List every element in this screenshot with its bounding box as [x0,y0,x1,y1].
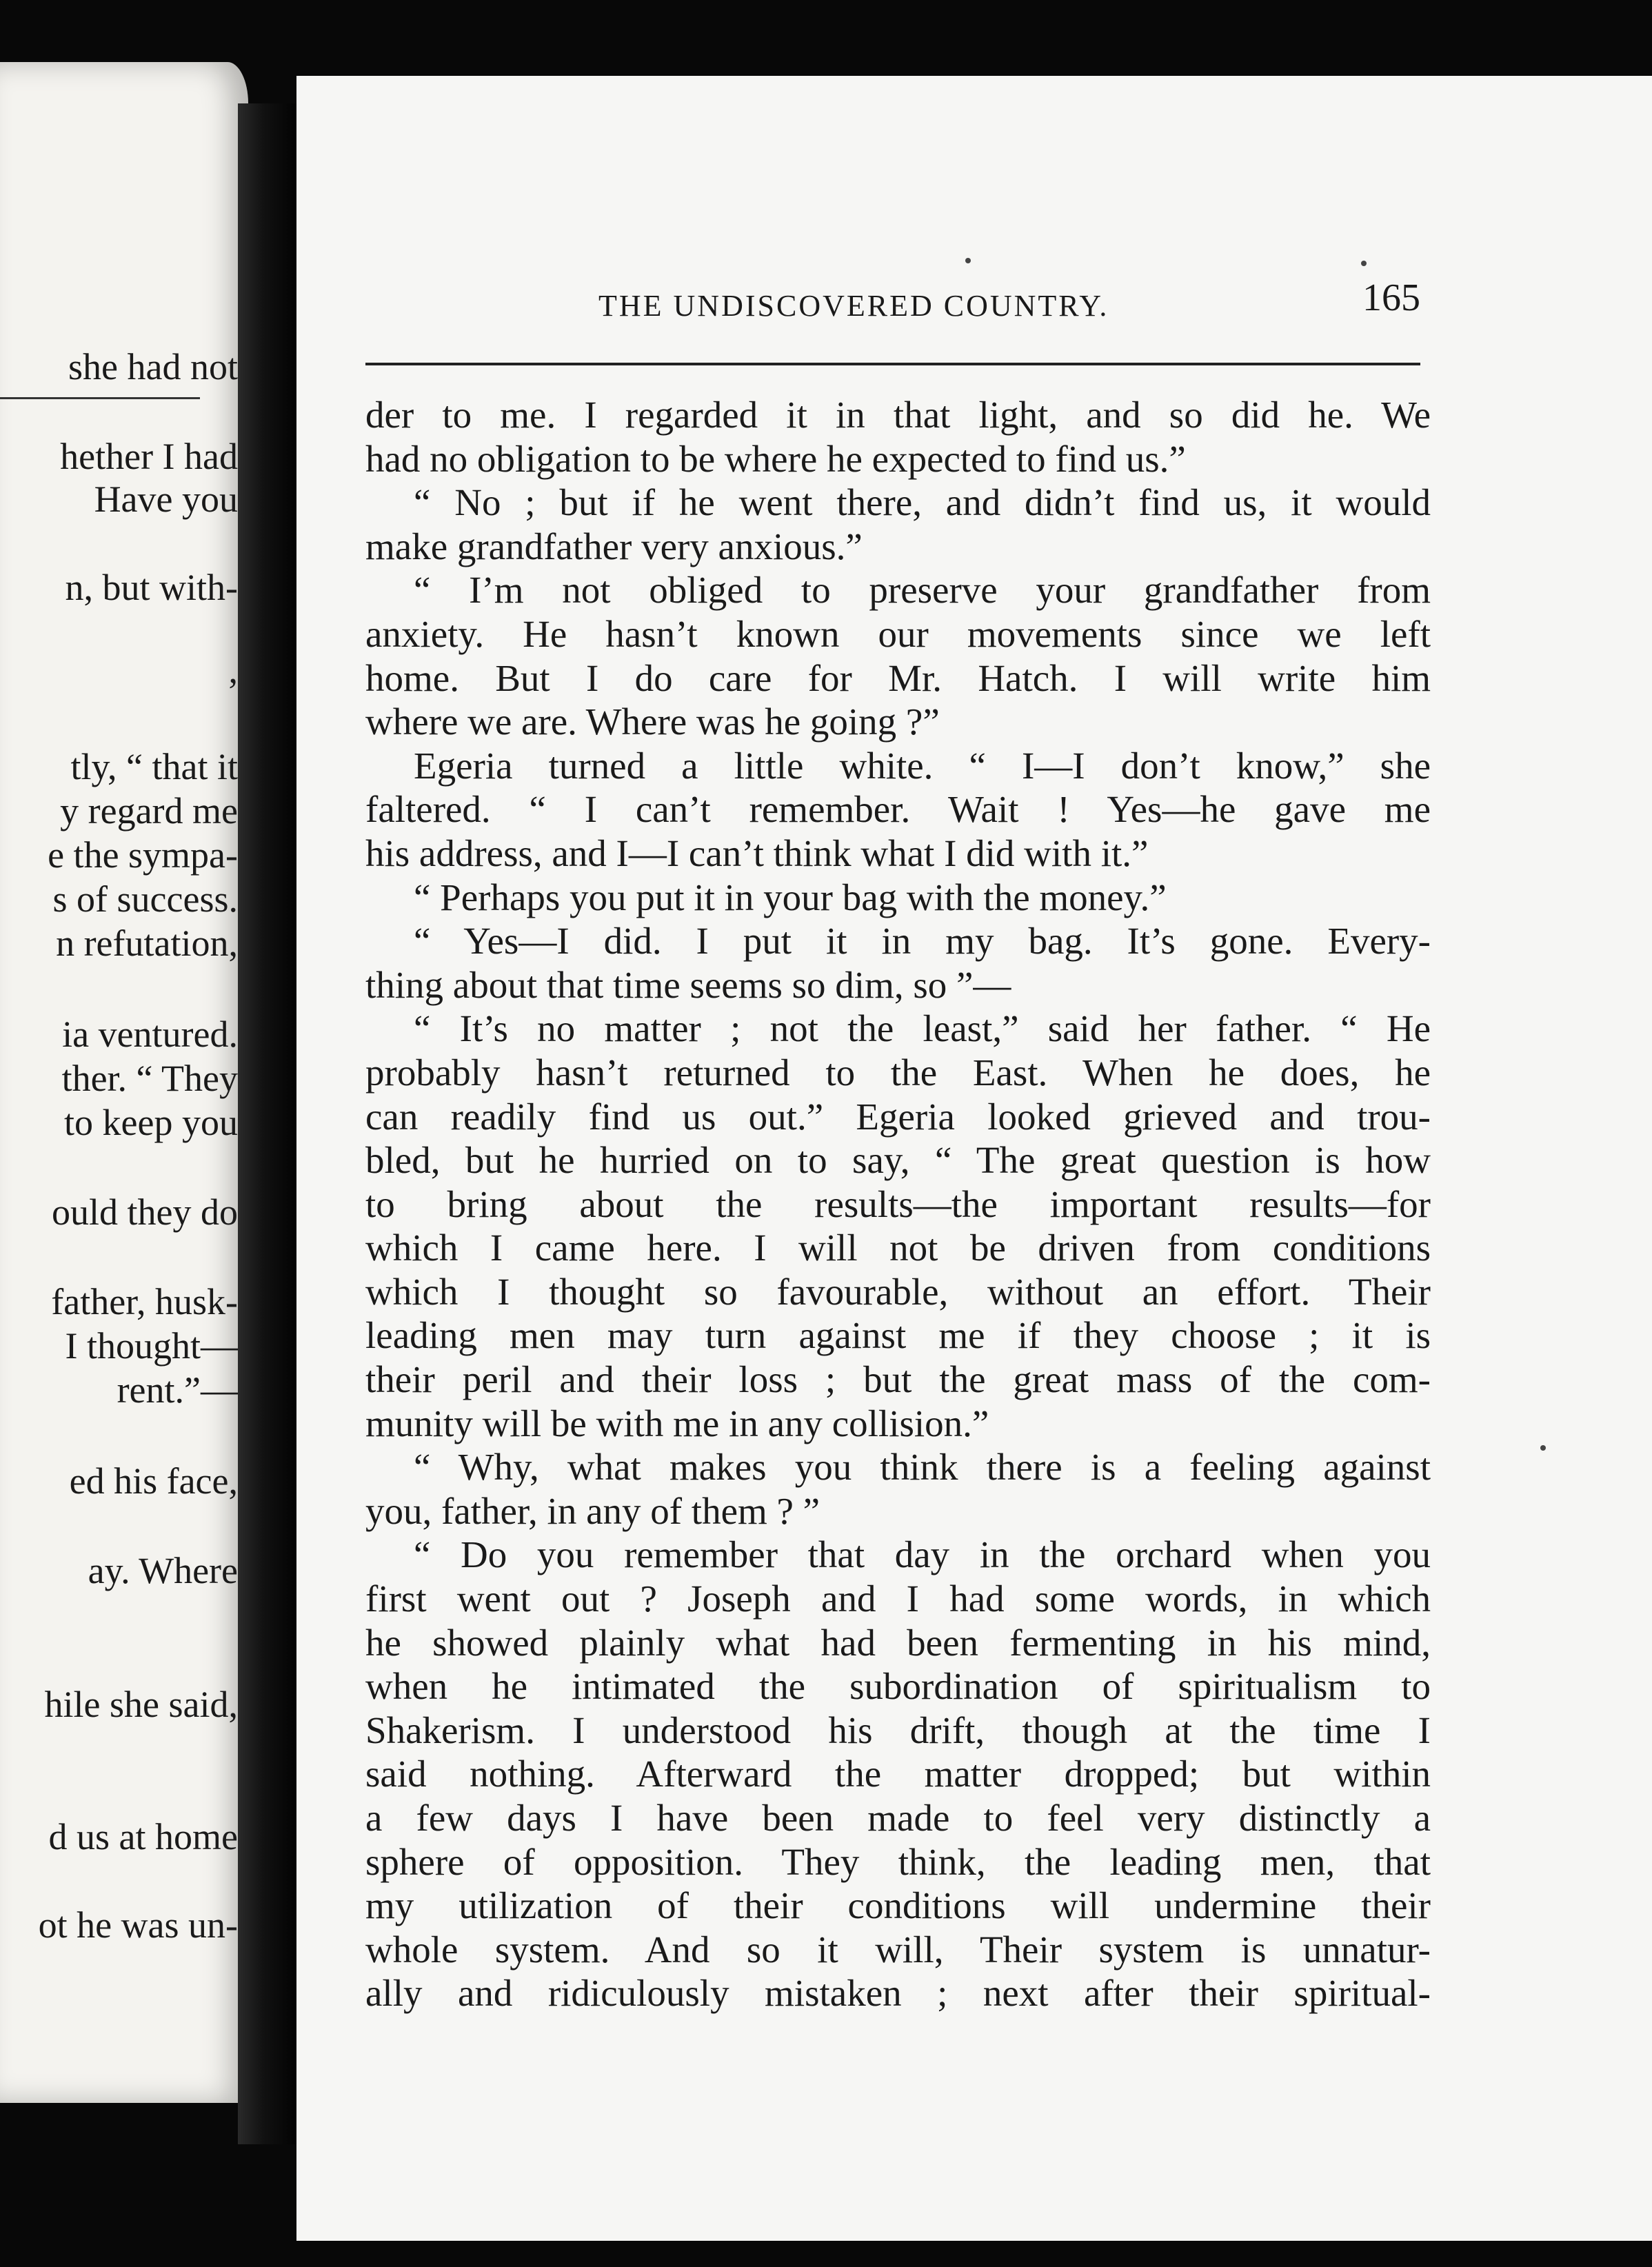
facing-page-line: I thought— [65,1325,238,1367]
facing-page-line: ia ventured. [62,1014,238,1055]
text-line: probably hasn’t returned to the East. When he does, he [365,1051,1431,1094]
text-line: “ No ; but if he went there, and didn’t find us, it would [414,481,1431,524]
facing-page-line: she had not [68,346,238,387]
facing-page-line: to keep you [64,1102,238,1143]
page-number: 165 [1362,276,1420,319]
text-line: munity will be with me in any collision.” [365,1402,989,1444]
text-line: my utilization of their conditions will undermine their [365,1884,1431,1927]
print-speck [965,258,971,263]
facing-page-line: ay. Where [88,1550,238,1591]
text-line: “ Perhaps you put it in your bag with the money.” [414,876,1167,918]
facing-page-line: d us at home [48,1816,238,1857]
facing-page-line: n, but with- [65,567,238,608]
print-speck [1540,1445,1546,1451]
text-line: make grandfather very anxious.” [365,525,863,567]
text-line: Egeria turned a little white. “ I—I don’t know,” she [414,744,1431,787]
text-line: “ It’s no matter ; not the least,” said her father. “ He [414,1007,1431,1050]
facing-page-line: ther. “ They [61,1058,238,1099]
facing-page [0,62,248,2103]
facing-page-line: father, husk- [51,1281,238,1322]
text-line: thing about that time seems so dim, so ”— [365,963,1011,1006]
text-line: sphere of opposition. They think, the leading men, that [365,1840,1431,1883]
text-line: Shakerism. I understood his drift, though at the time I [365,1709,1431,1751]
text-line: “ I’m not obliged to preserve your grandfather from [414,569,1431,612]
facing-page-line: tly, “ that it [70,746,238,787]
text-line: their peril and their loss ; but the great mass of the com- [365,1358,1431,1401]
print-speck [1361,261,1367,266]
text-line: bled, but he hurried on to say, “ The great question is how [365,1139,1431,1182]
text-line: whole system. And so it will, Their system is unnatur- [365,1928,1431,1971]
text-line: had no obligation to be where he expected to find us.” [365,437,1186,480]
text-line: where we are. Where was he going ?” [365,701,940,743]
text-line: “ Do you remember that day in the orchard when you [414,1533,1431,1576]
facing-page-line: y regard me [60,790,238,832]
facing-page-line: , [228,649,238,691]
text-line: he showed plainly what had been fermenting in his mind, [365,1621,1431,1664]
running-header [365,276,1420,331]
facing-page-rule [0,397,200,399]
text-line: home. But I do care for Mr. Hatch. I will write him [365,656,1431,699]
book-spine [238,103,303,2144]
text-line: you, father, in any of them ? ” [365,1489,820,1532]
text-line: leading men may turn against me if they choose ; it is [365,1314,1431,1357]
facing-page-line: hile she said, [44,1684,238,1725]
header-rule [365,363,1420,365]
facing-page-line: n refutation, [56,923,238,964]
text-line: first went out ? Joseph and I had some words, in which [365,1578,1431,1620]
facing-page-line: s of success. [52,878,238,920]
text-line: ally and ridiculously mistaken ; next after their spiritual- [365,1972,1431,2015]
facing-page-line: e the sympa- [48,834,238,876]
facing-page-line: ould they do [52,1191,238,1233]
text-line: anxiety. He hasn’t known our movements since we left [365,612,1431,655]
facing-page-line: ot he was un- [38,1904,238,1946]
text-line: to bring about the results—the important results—for [365,1182,1431,1225]
facing-page-line: hether I had [60,436,238,477]
text-line: can readily find us out.” Egeria looked grieved and trou- [365,1095,1431,1138]
text-line: “ Why, what makes you think there is a feeling against [414,1446,1431,1489]
facing-page-line: Have you [94,478,238,520]
text-line: “ Yes—I did. I put it in my bag. It’s gone. Every- [414,920,1431,963]
text-line: a few days I have been made to feel very distinctly a [365,1797,1431,1839]
text-line: der to me. I regarded it in that light, and so did he. We [365,394,1431,436]
text-line: his address, and I—I can’t think what I did with it.” [365,832,1149,874]
text-line: said nothing. Afterward the matter dropped; but within [365,1753,1431,1795]
text-line: which I thought so favourable, without an effort. Their [365,1270,1431,1313]
running-title: THE UNDISCOVERED COUNTRY. [598,289,1109,323]
text-line: which I came here. I will not be driven from conditions [365,1227,1431,1269]
facing-page-line: rent.”— [117,1369,238,1411]
body-text [365,393,1431,2015]
facing-page-line: ed his face, [69,1460,238,1502]
text-line: when he intimated the subordination of spiritualism to [365,1665,1431,1708]
text-line: faltered. “ I can’t remember. Wait ! Yes—he gave me [365,788,1431,831]
